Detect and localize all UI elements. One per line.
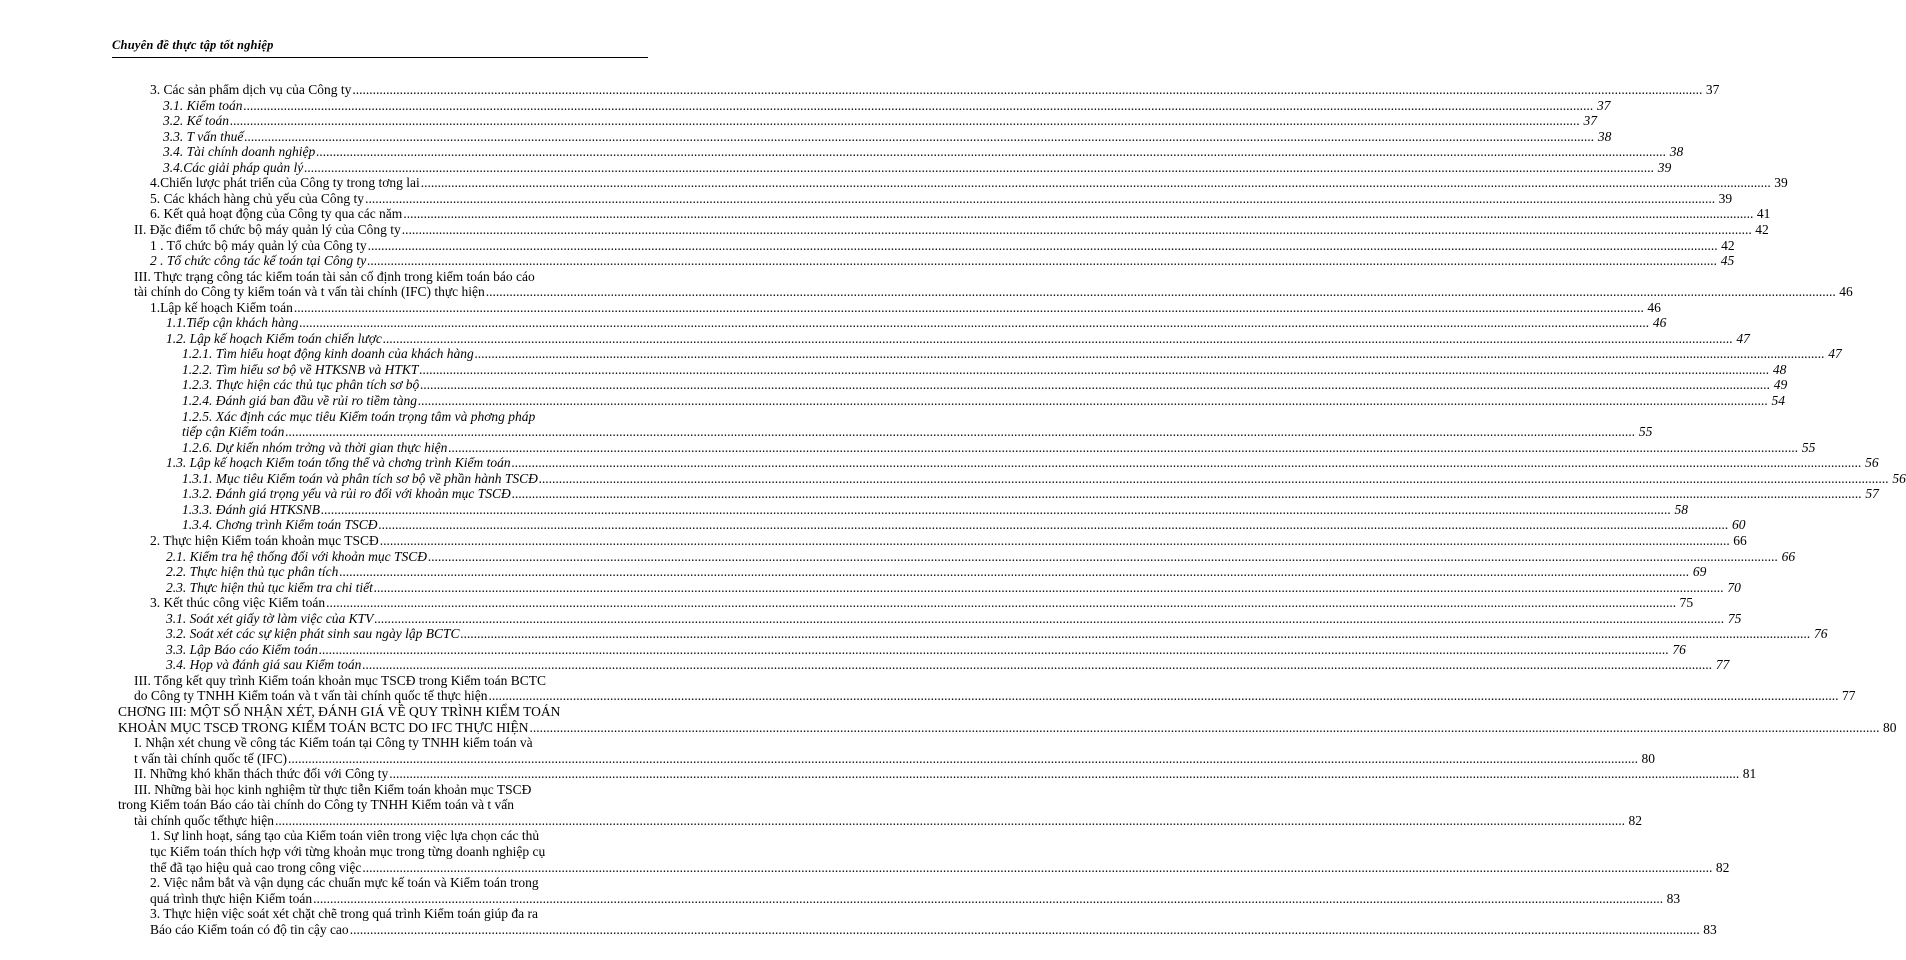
toc-entry-text: III. Những bài học kinh nghiệm từ thực tiễn Kiểm toán khoản mục TSCĐ — [134, 781, 532, 797]
toc-page-number: 83 — [1703, 921, 1717, 937]
toc-page-number: 80 — [1883, 719, 1897, 735]
toc-line — [0, 221, 1769, 237]
toc-entry-text: 3.1. Kiểm toán — [163, 97, 243, 113]
toc-line — [0, 641, 1686, 657]
toc-entry-text: 1.Lập kế hoạch Kiểm toán — [150, 299, 293, 315]
toc-line — [0, 812, 1643, 828]
toc-dot-leader: ................................................................................................................................................................................................................................................................................................................................................................................................................ — [321, 501, 1672, 517]
toc-dot-leader: ................................................................................................................................................................................................................................................................................................................................................................................................................ — [389, 766, 1740, 782]
toc-line — [0, 284, 1853, 300]
toc-line — [0, 735, 700, 750]
toc-line — [0, 797, 700, 812]
toc-line — [0, 875, 700, 890]
toc-page-number: 47 — [1736, 330, 1750, 346]
toc-dot-leader: ................................................................................................................................................................................................................................................................................................................................................................................................................ — [474, 346, 1825, 362]
toc-entry-text: 1.3.1. Mục tiêu Kiểm toán và phân tích sơ bộ về phần hành TSCĐ — [182, 470, 538, 486]
toc-entry-text: 1.3.3. Đánh giá HTKSNB — [182, 501, 321, 517]
toc-line — [0, 206, 1771, 222]
toc-page-number: 38 — [1669, 144, 1684, 160]
toc-line — [0, 128, 1612, 144]
toc-page-number: 42 — [1755, 221, 1769, 237]
toc-dot-leader: ................................................................................................................................................................................................................................................................................................................................................................................................................ — [326, 595, 1677, 611]
toc-line — [0, 906, 700, 921]
toc-line — [0, 346, 1842, 362]
toc-entry-text: 3. Thực hiện việc soát xét chặt chẽ trong quá trình Kiểm toán giúp đa ra — [150, 906, 538, 922]
toc-line — [0, 409, 700, 424]
toc-line — [0, 393, 1785, 408]
toc-entry-text: 1.2.3. Thực hiện các thủ tục phân tích sơ bộ — [182, 377, 420, 393]
toc-page-number: 46 — [1652, 315, 1667, 331]
toc-page-number: 37 — [1597, 97, 1611, 113]
toc-dot-leader: ................................................................................................................................................................................................................................................................................................................................................................................................................ — [420, 377, 1771, 393]
toc-page-number: 54 — [1771, 393, 1785, 408]
toc-line — [0, 657, 1730, 673]
toc-entry-text: do Công ty TNHH Kiểm toán và t vấn tài chính quốc tế thực hiện — [134, 688, 488, 704]
toc-entry-text: 1.2.2. Tìm hiểu sơ bộ về HTKSNB và HTKT — [182, 361, 419, 377]
toc-page-number: 56 — [1892, 470, 1906, 486]
toc-dot-leader: ................................................................................................................................................................................................................................................................................................................................................................................................................ — [352, 82, 1703, 97]
toc-entry-text: 3.2. Kế toán — [163, 113, 229, 129]
toc-entry-text: 3.4.Các giải pháp quản lý — [163, 159, 304, 175]
toc-line — [0, 315, 1667, 331]
toc-page-number: 77 — [1842, 688, 1856, 704]
toc-line — [0, 377, 1788, 393]
toc-line — [0, 144, 1684, 160]
toc-entry-text: 3.1. Soát xét giấy tờ làm việc của KTV — [166, 610, 374, 626]
toc-entry-text: trong Kiểm toán Báo cáo tài chính do Công ty TNHH Kiểm toán và t vấn — [118, 797, 515, 813]
toc-page-number: 70 — [1727, 579, 1741, 595]
toc-page-number: 56 — [1865, 455, 1879, 471]
toc-entry-text: 4.Chiến lược phát triển của Công ty trong tơng lai — [150, 175, 420, 191]
toc-entry-text: 3.4. Tài chính doanh nghiệp — [163, 144, 316, 160]
toc-line — [0, 719, 1897, 735]
toc-page-number: 83 — [1666, 890, 1681, 906]
toc-line — [0, 330, 1750, 346]
toc-page-number: 69 — [1692, 564, 1707, 580]
toc-line — [0, 159, 1672, 175]
toc-page-number: 37 — [1705, 82, 1720, 97]
toc-dot-leader: ................................................................................................................................................................................................................................................................................................................................................................................................................ — [367, 253, 1718, 269]
toc-line — [0, 610, 1742, 626]
toc-dot-leader: ................................................................................................................................................................................................................................................................................................................................................................................................................ — [275, 812, 1626, 828]
toc-entry-text: 2. Việc nắm bắt và vận dụng các chuẩn mực kế toán và Kiểm toán trong — [150, 875, 539, 891]
toc-dot-leader: ................................................................................................................................................................................................................................................................................................................................................................................................................ — [374, 610, 1725, 626]
toc-entry-text: III. Tổng kết quy trình Kiểm toán khoản mục TSCĐ trong Kiểm toán BCTC — [134, 672, 546, 688]
toc-dot-leader: ................................................................................................................................................................................................................................................................................................................................................................................................................ — [511, 455, 1862, 471]
toc-page-number: 66 — [1781, 548, 1796, 564]
toc-line — [0, 486, 1879, 502]
toc-line — [0, 782, 700, 797]
toc-line — [0, 688, 1856, 704]
toc-page-number: 46 — [1839, 284, 1853, 300]
toc-line — [0, 750, 1655, 766]
toc-entry-text: 1.3.4. Chơng trình Kiểm toán TSCĐ — [182, 517, 378, 533]
toc-page-number: 57 — [1865, 486, 1879, 502]
toc-line — [0, 766, 1757, 782]
toc-page-number: 47 — [1828, 346, 1842, 362]
toc-dot-leader: ................................................................................................................................................................................................................................................................................................................................................................................................................ — [378, 517, 1729, 533]
toc-page-number: 76 — [1672, 641, 1686, 657]
toc-entry-text: 2. Thực hiện Kiểm toán khoản mục TSCĐ — [150, 532, 379, 548]
toc-line — [0, 361, 1787, 377]
toc-entry-text: III. Thực trạng công tác kiểm toán tài sản cố định trong kiểm toán báo cáo — [134, 268, 535, 284]
toc-dot-leader: ................................................................................................................................................................................................................................................................................................................................................................................................................ — [382, 330, 1733, 346]
toc-dot-leader: ................................................................................................................................................................................................................................................................................................................................................................................................................ — [488, 688, 1839, 704]
toc-line — [0, 890, 1681, 906]
header-divider — [112, 57, 648, 58]
toc-line — [0, 517, 1746, 533]
toc-dot-leader: ................................................................................................................................................................................................................................................................................................................................................................................................................ — [448, 439, 1799, 455]
toc-dot-leader: ................................................................................................................................................................................................................................................................................................................................................................................................................ — [538, 470, 1889, 486]
toc-entry-text: 3. Kết thúc công việc Kiểm toán — [150, 595, 326, 611]
toc-page-number: 49 — [1773, 377, 1788, 393]
toc-dot-leader: ................................................................................................................................................................................................................................................................................................................................................................................................................ — [339, 564, 1690, 580]
toc-entry-text: quá trình thực hiện Kiểm toán — [150, 890, 313, 906]
toc-entry-text: CHƠNG III: MỘT SỐ NHẬN XÉT, ĐÁNH GIÁ VỀ QUY TRÌNH KIỂM TOÁN — [118, 704, 561, 719]
toc-line — [0, 626, 1828, 642]
toc-entry-text: thể đã tạo hiệu quả cao trong công việc — [150, 859, 362, 875]
toc-dot-leader: ................................................................................................................................................................................................................................................................................................................................................................................................................ — [230, 113, 1580, 129]
toc-entry-text: I. Nhận xét chung về công tác Kiểm toán tại Công ty TNHH kiểm toán và — [134, 735, 533, 751]
toc-page-number: 45 — [1720, 253, 1735, 269]
toc-line — [0, 439, 1816, 455]
toc-dot-leader: ................................................................................................................................................................................................................................................................................................................................................................................................................ — [511, 486, 1862, 502]
toc-entry-text: t vấn tài chính quốc tế (IFC) — [134, 750, 287, 766]
toc-entry-text: 3.3. Lập Báo cáo Kiểm toán — [166, 641, 318, 657]
toc-line — [0, 253, 1735, 269]
toc-page-number: 60 — [1731, 517, 1746, 533]
toc-dot-leader: ................................................................................................................................................................................................................................................................................................................................................................................................................ — [313, 890, 1664, 906]
toc-line — [0, 455, 1879, 471]
toc-line — [0, 595, 1694, 611]
toc-page-number: 41 — [1756, 206, 1771, 222]
toc-dot-leader: ................................................................................................................................................................................................................................................................................................................................................................................................................ — [362, 657, 1713, 673]
toc-entry-text: tài chính do Công ty kiểm toán và t vấn tài chính (IFC) thực hiện — [134, 284, 485, 300]
toc-dot-leader: ................................................................................................................................................................................................................................................................................................................................................................................................................ — [379, 532, 1730, 548]
toc-entry-text: 1.3. Lập kế hoạch Kiểm toán tổng thể và chơng trình Kiểm toán — [166, 455, 511, 471]
toc-dot-leader: ................................................................................................................................................................................................................................................................................................................................................................................................................ — [365, 190, 1716, 206]
toc-entry-text: 1.2.4. Đánh giá ban đầu về rủi ro tiềm tàng — [182, 393, 417, 408]
toc-line — [0, 190, 1733, 206]
toc-dot-leader: ................................................................................................................................................................................................................................................................................................................................................................................................................ — [349, 921, 1700, 937]
toc-dot-leader: ................................................................................................................................................................................................................................................................................................................................................................................................................ — [529, 719, 1880, 735]
toc-line — [0, 532, 1747, 548]
toc-entry-text: II. Đặc điểm tổ chức bộ máy quản lý của Công ty — [134, 221, 401, 237]
toc-dot-leader: ................................................................................................................................................................................................................................................................................................................................................................................................................ — [293, 299, 1644, 315]
toc-line — [0, 299, 1661, 315]
toc-entry-text: 1.2.6. Dự kiến nhóm trởng và thời gian thực hiện — [182, 439, 448, 455]
toc-page-number: 81 — [1742, 766, 1757, 782]
toc-dot-leader: ................................................................................................................................................................................................................................................................................................................................................................................................................ — [420, 175, 1771, 191]
toc-entry-text: 1.2.5. Xác định các mục tiêu Kiểm toán trọng tâm và phơng pháp — [182, 408, 536, 424]
toc-entry-text: 2 . Tổ chức công tác kế toán tại Công ty — [150, 253, 367, 269]
toc-page-number: 75 — [1679, 595, 1694, 611]
toc-page-number: 48 — [1772, 361, 1787, 377]
toc-line — [0, 564, 1707, 580]
toc-entry-text: tiếp cận Kiểm toán — [182, 424, 285, 440]
toc-dot-leader: ................................................................................................................................................................................................................................................................................................................................................................................................................ — [367, 237, 1718, 253]
document-header-title: Chuyên đề thực tập tốt nghiệp — [112, 38, 274, 52]
toc-entry-text: KHOẢN MỤC TSCĐ TRONG KIỂM TOÁN BCTC DO IFC THỰC HIỆN — [118, 719, 529, 735]
toc-entry-text: tục Kiểm toán thích hợp với từng khoản mục trong từng doanh nghiệp cụ — [150, 843, 546, 859]
toc-entry-text: 2.3. Thực hiện thủ tục kiểm tra chi tiết — [166, 579, 373, 595]
toc-page-number: 55 — [1638, 424, 1653, 440]
toc-page-number: 38 — [1597, 128, 1612, 144]
toc-page-number: 39 — [1657, 159, 1672, 175]
toc-dot-leader: ................................................................................................................................................................................................................................................................................................................................................................................................................ — [299, 315, 1650, 331]
toc-dot-leader: ................................................................................................................................................................................................................................................................................................................................................................................................................ — [401, 221, 1752, 237]
toc-line — [0, 237, 1735, 253]
toc-page-number: 82 — [1715, 859, 1730, 875]
toc-line — [0, 859, 1730, 875]
toc-line — [0, 921, 1717, 937]
toc-line — [0, 269, 700, 284]
toc-dot-leader: ................................................................................................................................................................................................................................................................................................................................................................................................................ — [362, 859, 1713, 875]
toc-entry-text: 1.3.2. Đánh giá trọng yếu và rủi ro đối với khoản mục TSCĐ — [182, 486, 511, 502]
toc-page-number: 80 — [1641, 750, 1655, 766]
toc-page-number: 77 — [1715, 657, 1730, 673]
toc-dot-leader: ................................................................................................................................................................................................................................................................................................................................................................................................................ — [287, 750, 1638, 766]
toc-entry-text: 6. Kết quả hoạt động của Công ty qua các năm — [150, 206, 403, 222]
toc-entry-text: 2.2. Thực hiện thủ tục phân tích — [166, 564, 339, 580]
toc-entry-text: 1.2.1. Tìm hiểu hoạt động kinh doanh của khách hàng — [182, 346, 474, 362]
toc-page-number: 82 — [1628, 812, 1643, 828]
toc-line — [0, 673, 700, 688]
toc-page-number: 55 — [1801, 439, 1816, 455]
toc-line — [0, 113, 1597, 129]
toc-dot-leader: ................................................................................................................................................................................................................................................................................................................................................................................................................ — [417, 393, 1768, 408]
toc-page-number: 75 — [1727, 610, 1742, 626]
toc-line — [0, 424, 1653, 440]
toc-dot-leader: ................................................................................................................................................................................................................................................................................................................................................................................................................ — [304, 159, 1655, 175]
toc-entry-text: 1.2. Lập kế hoạch Kiểm toán chiến lược — [166, 330, 382, 346]
toc-dot-leader: ................................................................................................................................................................................................................................................................................................................................................................................................................ — [485, 284, 1836, 300]
toc-page-number: 46 — [1647, 299, 1661, 315]
toc-entry-text: 5. Các khách hàng chủ yếu của Công ty — [150, 190, 365, 206]
toc-dot-leader: ................................................................................................................................................................................................................................................................................................................................................................................................................ — [428, 548, 1779, 564]
toc-entry-text: 3. Các sản phẩm dịch vụ của Công ty — [150, 82, 352, 97]
toc-dot-leader: ................................................................................................................................................................................................................................................................................................................................................................................................................ — [419, 361, 1770, 377]
toc-dot-leader: ................................................................................................................................................................................................................................................................................................................................................................................................................ — [373, 579, 1724, 595]
toc-entry-text: 1. Sự linh hoạt, sáng tạo của Kiểm toán viên trong việc lựa chọn các thủ — [150, 828, 540, 844]
toc-page-number: 37 — [1583, 113, 1597, 129]
toc-entry-text: 3.2. Soát xét các sự kiện phát sinh sau ngày lập BCTC — [166, 626, 460, 642]
toc-page-number: 76 — [1813, 626, 1828, 642]
toc-dot-leader: ................................................................................................................................................................................................................................................................................................................................................................................................................ — [244, 128, 1595, 144]
toc-entry-text: 3.3. T vấn thuế — [163, 128, 244, 144]
toc-line — [0, 548, 1796, 564]
toc-entry-text: Báo cáo Kiểm toán có độ tin cậy cao — [150, 921, 349, 937]
toc-entry-text: 2.1. Kiểm tra hệ thống đối với khoản mục TSCĐ — [166, 548, 428, 564]
toc-dot-leader: ................................................................................................................................................................................................................................................................................................................................................................................................................ — [316, 144, 1667, 160]
toc-line — [0, 470, 1906, 486]
toc-line — [0, 844, 700, 859]
toc-dot-leader: ................................................................................................................................................................................................................................................................................................................................................................................................................ — [243, 97, 1594, 113]
toc-page-number: 39 — [1718, 190, 1733, 206]
toc-line — [0, 579, 1741, 595]
toc-dot-leader: ................................................................................................................................................................................................................................................................................................................................................................................................................ — [403, 206, 1754, 222]
toc-entry-text: tài chính quốc tếthực hiện — [134, 812, 275, 828]
toc-page-number: 42 — [1721, 237, 1735, 253]
toc-page-number: 66 — [1733, 532, 1747, 548]
toc-line — [0, 828, 700, 843]
toc-line — [0, 501, 1689, 517]
toc-entry-text: 1.1.Tiếp cận khách hàng — [166, 315, 299, 331]
toc-page-number: 39 — [1774, 175, 1788, 191]
toc-dot-leader: ................................................................................................................................................................................................................................................................................................................................................................................................................ — [460, 626, 1811, 642]
toc-dot-leader: ................................................................................................................................................................................................................................................................................................................................................................................................................ — [318, 641, 1669, 657]
toc-entry-text: II. Những khó khăn thách thức đối với Công ty — [134, 766, 389, 782]
toc-line — [0, 175, 1788, 191]
toc-dot-leader: ................................................................................................................................................................................................................................................................................................................................................................................................................ — [285, 424, 1636, 440]
toc-entry-text: 3.4. Họp và đánh giá sau Kiểm toán — [166, 657, 362, 673]
toc-page-number: 58 — [1674, 501, 1689, 517]
toc-line — [0, 704, 700, 719]
toc-entry-text: 1 . Tổ chức bộ máy quản lý của Công ty — [150, 237, 367, 253]
toc-line — [0, 97, 1611, 113]
toc-line — [0, 82, 1720, 97]
